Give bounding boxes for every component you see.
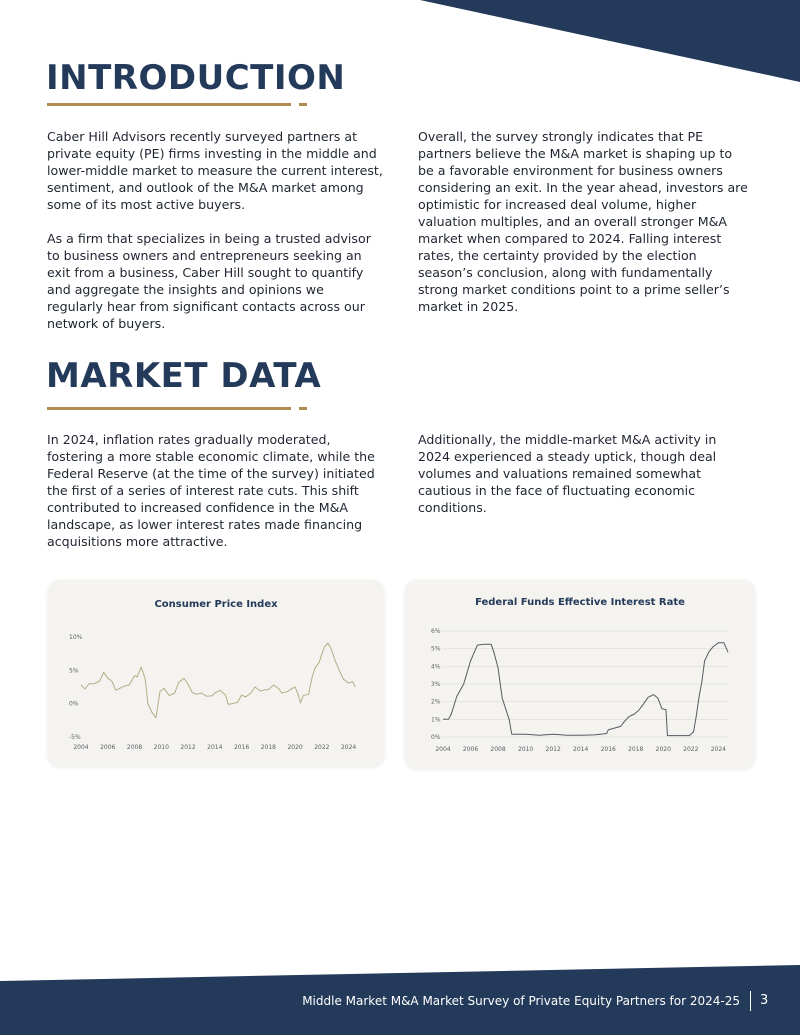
fed-x-tick-label: 2006 xyxy=(462,746,479,753)
page-number: 3 xyxy=(760,993,769,1008)
fed-funds-chart xyxy=(405,580,755,768)
cpi-x-tick-label: 2008 xyxy=(126,744,143,751)
fed-y-tick-label: 3% xyxy=(431,681,441,688)
cpi-y-tick-label: 5% xyxy=(69,667,79,675)
cpi-y-tick-label: -5% xyxy=(69,734,81,741)
fed-x-tick-label: 2024 xyxy=(710,746,727,753)
market-data-heading: MARKET DATA xyxy=(46,356,322,396)
footer-separator xyxy=(750,991,751,1011)
cpi-x-tick-label: 2020 xyxy=(287,744,303,751)
fed-x-tick-label: 2018 xyxy=(628,746,644,753)
cpi-chart-title: Consumer Price Index xyxy=(154,599,278,610)
cpi-x-tick-label: 2012 xyxy=(180,744,196,751)
market-column-left xyxy=(47,431,383,567)
market-paragraph: Additionally, the middle-market M&A activity in 2024 experienced a steady uptick, though deal volumes and valuations remained somewhat cautious in the face of fluctuating economic conditions. xyxy=(418,432,717,515)
cpi-x-tick-label: 2018 xyxy=(260,744,276,751)
fed-x-tick-label: 2004 xyxy=(435,746,451,753)
fed-y-tick-label: 5% xyxy=(431,645,441,653)
cpi-y-tick-label: 10% xyxy=(69,634,83,641)
intro-paragraph: Overall, the survey strongly indicates that PE partners believe the M&A market is shaping up to be a favorable environment for business owners considering an exit. In the year ahead, investors are optimistic for increased deal volume, higher valuation multiples, and an overall stronger M&A market when compared to 2024. Falling interest rates, the certainty provided by the election season’s conclusion, along with fundamentally strong market conditions point to a prime seller’s market in 2025. xyxy=(418,129,748,314)
cpi-series-line xyxy=(81,643,355,718)
fed-x-tick-label: 2010 xyxy=(517,746,534,753)
fed-x-tick-label: 2012 xyxy=(545,746,561,753)
fed-y-tick-label: 2% xyxy=(431,698,441,706)
cpi-y-tick-label: 0% xyxy=(69,700,79,708)
cpi-x-tick-label: 2016 xyxy=(233,744,250,751)
footer-title: Middle Market M&A Market Survey of Private Equity Partners for 2024-25 xyxy=(302,994,740,1008)
fed-funds-chart-card xyxy=(405,580,755,768)
cpi-x-tick-label: 2024 xyxy=(340,744,357,751)
cpi-chart-card xyxy=(48,580,384,766)
introduction-heading: INTRODUCTION xyxy=(46,58,346,98)
market-paragraph: In 2024, inflation rates gradually moderated, fostering a more stable economic climate, while the Federal Reserve (at the time of the survey) initiated the first of a series of interest rate cuts. This shift contributed to increased confidence in the M&A landscape, as lower interest rates made financing acquisitions more attractive. xyxy=(47,432,375,549)
intro-column-left xyxy=(47,128,383,349)
fed-x-tick-label: 2022 xyxy=(683,746,699,753)
cpi-x-tick-label: 2004 xyxy=(73,744,89,751)
fed-x-tick-label: 2016 xyxy=(600,746,616,753)
cpi-x-tick-label: 2022 xyxy=(314,744,330,751)
fed-y-tick-label: 0% xyxy=(431,734,441,741)
intro-column-right xyxy=(418,128,748,332)
intro-paragraph: Caber Hill Advisors recently surveyed partners at private equity (PE) firms investing in the middle and lower-middle market to measure the current interest, sentiment, and outlook of the M&A market among some of its most active buyers. xyxy=(47,129,383,212)
fed-y-tick-label: 1% xyxy=(431,716,441,724)
fed-series-line xyxy=(443,643,728,736)
fed-x-tick-label: 2008 xyxy=(490,746,506,753)
market-column-right xyxy=(418,431,740,533)
fed-x-tick-label: 2014 xyxy=(573,746,589,753)
cpi-x-tick-label: 2014 xyxy=(207,744,223,751)
intro-paragraph: As a firm that specializes in being a trusted advisor to business owners and entrepreneurs seeking an exit from a business, Caber Hill sought to quantify and aggregate the insights and opinions we regularly hear from significant contacts across our network of buyers. xyxy=(47,231,371,331)
cpi-chart xyxy=(48,580,384,766)
fed-x-tick-label: 2020 xyxy=(655,746,671,753)
cpi-x-tick-label: 2010 xyxy=(153,744,169,751)
fed-y-tick-label: 6% xyxy=(431,628,441,635)
fed-chart-title: Federal Funds Effective Interest Rate xyxy=(475,597,685,608)
fed-y-tick-label: 4% xyxy=(431,663,441,671)
cpi-x-tick-label: 2006 xyxy=(100,744,116,751)
